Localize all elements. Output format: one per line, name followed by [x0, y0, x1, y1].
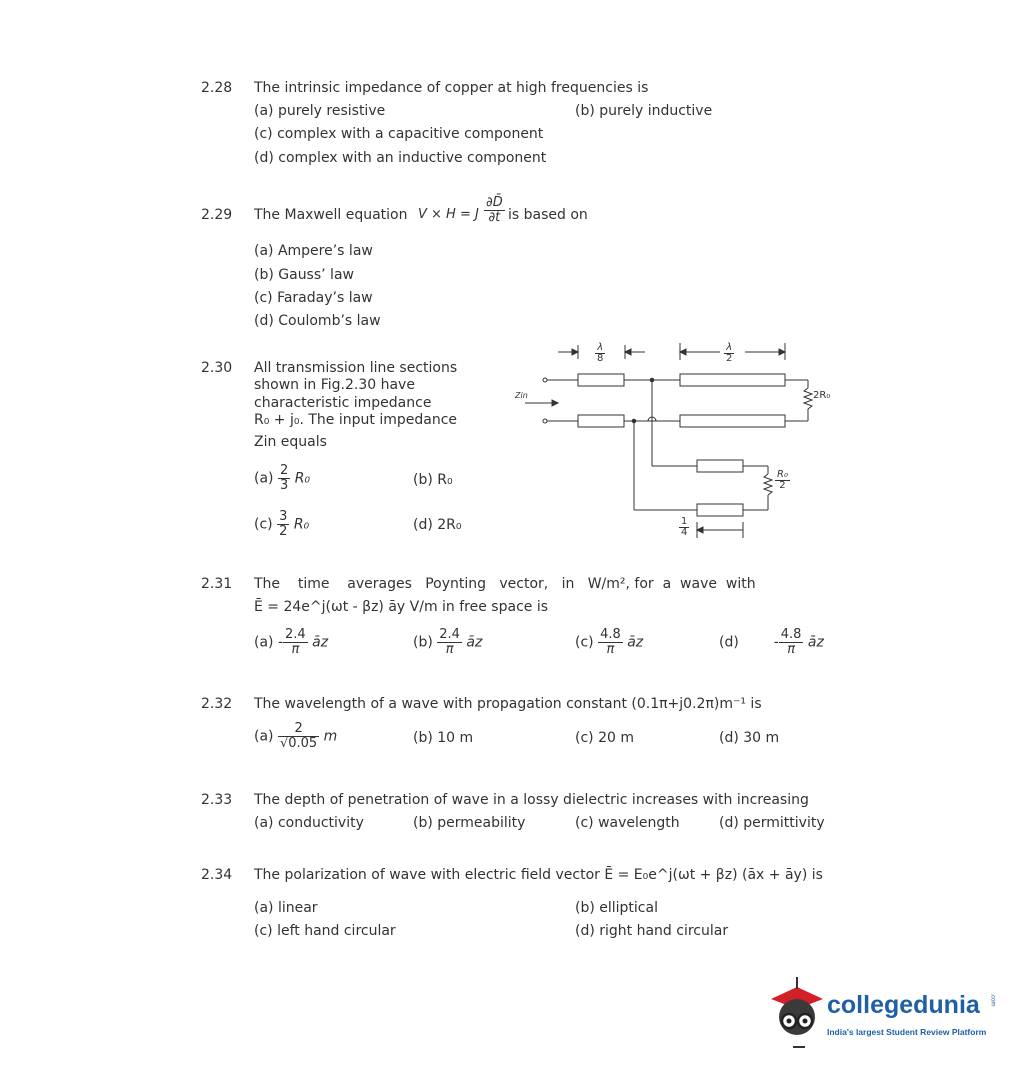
q230-option-a	[254, 464, 310, 493]
q231-line-1: The time averages Poynting vector, in W/m², for a wave with	[254, 576, 756, 592]
q228-text: The intrinsic impedance of copper at high frequencies is	[254, 80, 649, 96]
q231-c-den: π	[606, 642, 615, 657]
q232-option-a	[254, 722, 337, 751]
q230-c-var: R₀	[293, 516, 310, 533]
fig-load-2r0-label: 2R₀	[813, 390, 831, 401]
mascot-icon	[765, 975, 827, 1053]
q231-c-vec: āz	[627, 634, 644, 651]
q231-d-sign: -	[773, 634, 779, 651]
q229-option-a: (a) Ampere’s law	[254, 243, 373, 259]
q230-c-num: 3	[279, 509, 288, 524]
fig-zin-label: Zin	[515, 391, 528, 400]
q230-line-5: Zin equals	[254, 434, 327, 450]
fig-load-r0-half-label	[775, 470, 790, 491]
q229-option-d: (d) Coulomb’s law	[254, 313, 381, 329]
q233-option-d: (d) permittivity	[719, 815, 825, 831]
q230-line-4: R₀ + j₀. The input impedance	[254, 412, 457, 428]
q231-option-b	[413, 628, 482, 657]
q231-b-vec: āz	[466, 634, 483, 651]
q232-option-d: (d) 30 m	[719, 730, 780, 746]
fig-lambda2-den: 2	[726, 353, 733, 364]
q233-text: The depth of penetration of wave in a lossy dielectric increases with increasing	[254, 792, 809, 808]
q231-line-2: Ē = 24e^j(ωt - βz) āy V/m in free space is	[254, 599, 549, 615]
q229-eq-den: ∂t	[488, 210, 501, 225]
fig-quarter-num: 1	[681, 516, 688, 527]
q230-number: 2.30	[201, 360, 233, 376]
q228-option-b: (b) purely inductive	[575, 103, 713, 119]
q230-line-1: All transmission line sections	[254, 360, 458, 376]
q229-number: 2.29	[201, 207, 233, 223]
q229-text-pre: The Maxwell equation	[254, 207, 408, 223]
q231-d-vec: āz	[807, 634, 824, 651]
q234-option-a: (a) linear	[254, 900, 318, 916]
q231-option-a	[254, 628, 328, 657]
q230-a-var: R₀	[294, 470, 311, 487]
q230-option-c	[254, 510, 309, 539]
fig-lambda8-den: 8	[597, 353, 604, 364]
q231-option-d	[719, 628, 824, 657]
q231-a-vec: āz	[312, 634, 329, 651]
q230-option-b: (b) R₀	[413, 472, 453, 488]
fig-lambda2-num: λ	[724, 343, 734, 354]
logo-suffix: .com	[989, 993, 996, 1007]
q229-text-post: is based on	[508, 207, 588, 223]
q229-option-c: (c) Faraday’s law	[254, 290, 373, 306]
q234-option-b: (b) elliptical	[575, 900, 658, 916]
q232-a-den: √0.05	[279, 736, 318, 751]
fig-lambda2-label	[724, 343, 734, 364]
q231-d-num: 4.8	[780, 627, 802, 642]
q230-c-den: 2	[279, 524, 288, 539]
q231-d-label: (d)	[719, 634, 739, 651]
q233-number: 2.33	[201, 792, 233, 808]
fig-quarter-den: 4	[681, 527, 688, 538]
q234-number: 2.34	[201, 867, 233, 883]
q229-eq-lhs: V × H = J	[418, 207, 479, 222]
q231-number: 2.31	[201, 576, 233, 592]
q231-c-label: (c)	[575, 634, 594, 651]
q231-a-num: 2.4	[285, 627, 306, 642]
fig-load2-num: R₀	[777, 469, 788, 480]
q231-b-label: (b)	[413, 634, 433, 651]
q230-line-2: shown in Fig.2.30 have	[254, 377, 415, 393]
q233-option-b: (b) permeability	[413, 815, 526, 831]
q228-option-c: (c) complex with a capacitive component	[254, 126, 544, 142]
q230-c-label: (c)	[254, 516, 273, 533]
q233-option-c: (c) wavelength	[575, 815, 680, 831]
q229-eq-num: ∂D̄	[486, 195, 503, 210]
fig-lambda8-label	[595, 343, 605, 364]
q228-option-d: (d) complex with an inductive component	[254, 150, 547, 166]
q231-c-num: 4.8	[600, 627, 621, 642]
q232-option-b: (b) 10 m	[413, 730, 474, 746]
q231-a-label: (a)	[254, 634, 274, 651]
q234-option-c: (c) left hand circular	[254, 923, 396, 939]
q232-a-num: 2	[278, 722, 319, 737]
q231-d-den: π	[787, 642, 796, 657]
fig-quarter-label	[679, 517, 689, 538]
fig-load2-den: 2	[779, 480, 786, 491]
q231-b-den: π	[445, 642, 454, 657]
q234-text: The polarization of wave with electric field vector Ē = E₀e^j(ωt + βz) (āx + āy) is	[254, 867, 823, 883]
q229-option-b: (b) Gauss’ law	[254, 267, 354, 283]
q231-b-num: 2.4	[439, 627, 460, 642]
q231-a-sign: -	[277, 634, 284, 651]
q232-text: The wavelength of a wave with propagation constant (0.1π+j0.2π)m⁻¹ is	[254, 696, 762, 712]
logo-wordmark: collegedunia	[827, 991, 980, 1019]
q231-option-c	[575, 628, 643, 657]
q230-a-num: 2	[279, 463, 289, 478]
fig-lambda8-num: λ	[595, 343, 605, 354]
q230-option-d: (d) 2R₀	[413, 517, 462, 533]
logo-tagline: India's largest Student Review Platform	[827, 1027, 987, 1037]
q232-number: 2.32	[201, 696, 233, 712]
transmission-line-figure	[510, 338, 840, 548]
q232-a-label: (a)	[254, 728, 274, 745]
q230-line-3: characteristic impedance	[254, 395, 432, 411]
q228-number: 2.28	[201, 80, 233, 96]
q233-option-a: (a) conductivity	[254, 815, 364, 831]
q231-a-den: π	[291, 642, 300, 657]
q234-option-d: (d) right hand circular	[575, 923, 729, 939]
q229-eq-fraction	[484, 196, 505, 225]
collegedunia-logo	[765, 975, 995, 1060]
q228-option-a: (a) purely resistive	[254, 103, 386, 119]
q232-a-unit: m	[323, 728, 338, 745]
q230-a-den: 3	[279, 478, 289, 493]
q230-a-label: (a)	[254, 470, 274, 487]
q232-option-c: (c) 20 m	[575, 730, 634, 746]
